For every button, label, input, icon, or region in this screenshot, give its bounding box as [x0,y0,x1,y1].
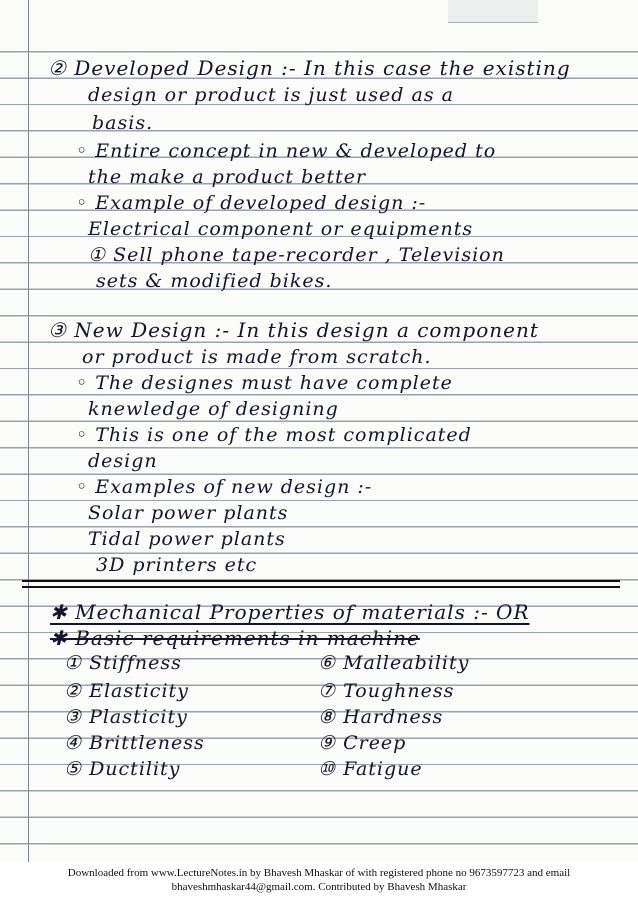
new-design-example-item: Solar power plants [88,502,289,524]
property-item: ⑧ Hardness [318,706,444,728]
property-item: ⑥ Malleability [318,652,470,674]
basic-requirements-heading: ✱ Basic requirements in machine [50,626,420,650]
section-divider [22,580,620,582]
property-item: ① Stiffness [64,652,182,674]
property-item: ⑩ Fatigue [318,758,423,780]
property-item: ② Elasticity [64,680,189,702]
developed-design-bullet: ◦ Entire concept in new & developed to [76,140,497,162]
new-design-bullet: knewledge of designing [88,398,339,420]
property-item: ④ Brittleness [64,732,205,754]
developed-design-bullet: the make a product better [88,166,367,188]
new-design-bullet: ◦ The designes must have complete [76,372,453,394]
property-item: ⑦ Toughness [318,680,455,702]
new-design-heading: ③ New Design :- In this design a component [48,318,539,342]
new-design-bullet: ◦ This is one of the most complicated [76,424,472,446]
new-design-example-item: 3D printers etc [96,554,258,576]
section-divider [22,586,620,588]
footer-line: Downloaded from www.LectureNotes.in by Bhavesh Mhaskar of with registered phone no 9673597723 and email [67,867,571,879]
developed-example-heading: ◦ Example of developed design :- [76,192,427,214]
new-design-example-item: Tidal power plants [88,528,286,550]
download-footer [0,866,638,894]
new-design-examples-heading: ◦ Examples of new design :- [76,476,373,498]
developed-example-line: Electrical component or equipments [88,218,474,240]
developed-design-line: basis. [92,112,154,134]
page-corner-tab [448,0,538,23]
margin-line [28,0,29,862]
developed-example-items: ① Sell phone tape-recorder , Television [88,244,505,266]
new-design-bullet: design [88,450,158,472]
property-item: ③ Plasticity [64,706,188,728]
footer-line: bhaveshmhaskar44@gmail.com. Contributed by Bhavesh Mhaskar [171,881,467,893]
developed-design-heading: ② Developed Design :- In this case the existing [48,56,571,80]
property-item: ⑤ Ductility [64,758,181,780]
property-item: ⑨ Creep [318,732,407,754]
developed-example-items: sets & modified bikes. [96,270,333,292]
mechanical-properties-heading: ✱ Mechanical Properties of materials :- OR [50,600,530,624]
developed-design-line: design or product is just used as a [88,84,454,106]
new-design-line: or product is made from scratch. [82,346,432,368]
